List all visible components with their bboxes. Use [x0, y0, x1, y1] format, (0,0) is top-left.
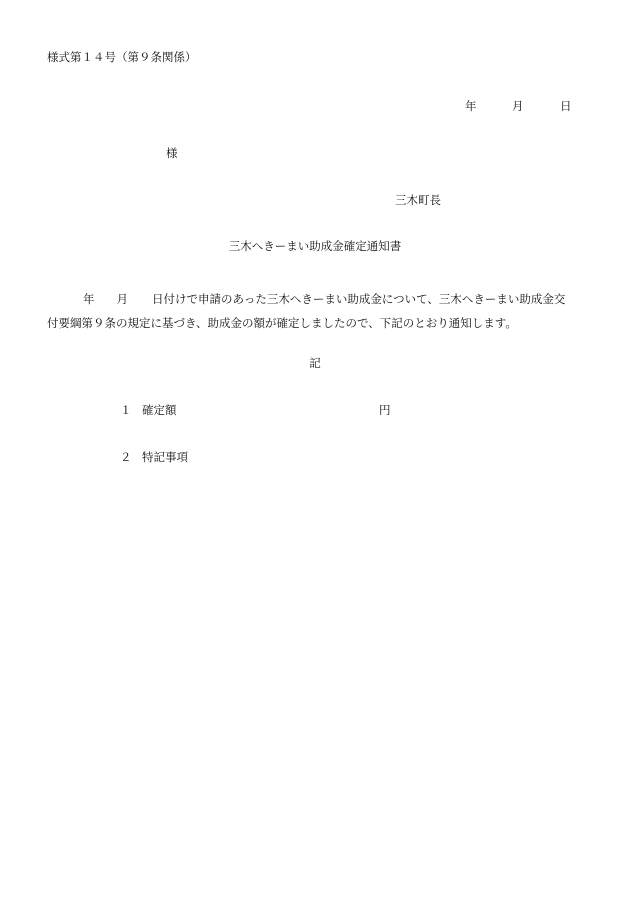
- date-year-label: 年: [465, 99, 477, 113]
- body-paragraph: [47, 287, 602, 335]
- body-year-label: 年: [83, 292, 95, 306]
- ki-heading: 記: [309, 356, 321, 370]
- body-line-2: 付要綱第９条の規定に基づき、助成金の額が確定しましたので、下記のとおり通知します。: [47, 316, 517, 330]
- recipient-suffix: 様: [166, 146, 178, 160]
- body-line-1: [47, 287, 602, 311]
- item-2-number: ２: [120, 450, 132, 464]
- item-1-unit: 円: [379, 403, 391, 417]
- item-2-label: 特記事項: [142, 450, 188, 464]
- issuer-name: 三木町長: [395, 193, 441, 207]
- body-line-1-text: 日付けで申請のあった三木へきーまい助成金について、三木へきーまい助成金交: [152, 292, 566, 306]
- date-month-label: 月: [512, 99, 524, 113]
- date-day-label: 日: [560, 99, 572, 113]
- document-title: 三木へきーまい助成金確定通知書: [228, 239, 402, 253]
- body-month-label: 月: [116, 292, 128, 306]
- item-1-label: 確定額: [142, 403, 177, 417]
- item-1-number: １: [120, 403, 132, 417]
- form-number: 様式第１４号（第９条関係）: [47, 50, 197, 64]
